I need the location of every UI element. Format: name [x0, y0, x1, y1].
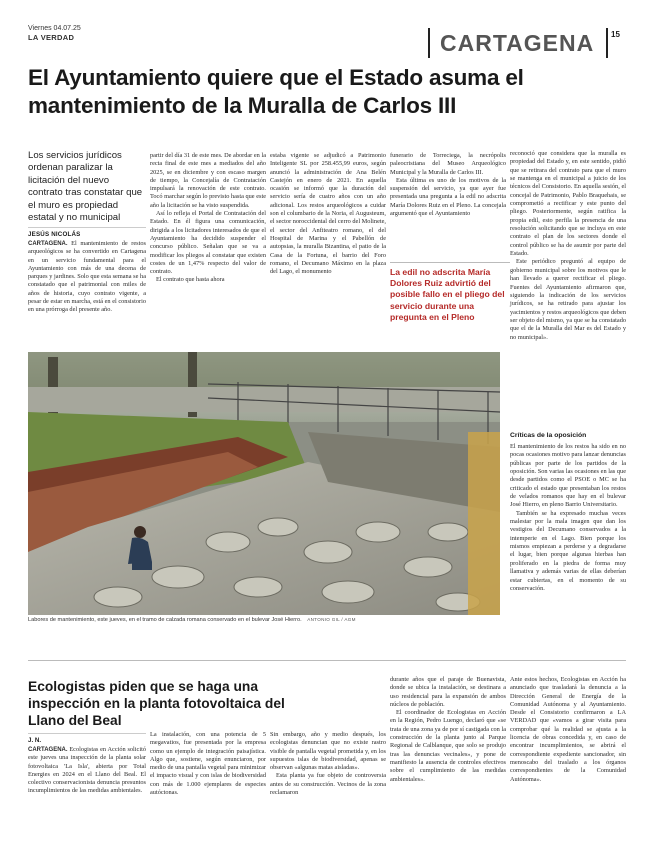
- issue-date: Viernes 04.07.25: [28, 25, 81, 32]
- section-tag: [428, 28, 608, 58]
- article-side-column: [510, 150, 626, 342]
- pull-quote: La edil no adscrita María Dolores Ruiz advirtió del posible fallo en el pliego del servicio durante una pregunta en el Pleno: [390, 262, 510, 323]
- second-article-column-5: [510, 676, 626, 784]
- paragraph: Este periódico preguntó al equipo de gobierno municipal sobre los motivos que le han llevado a querer rectificar el pliego. Fuentes del Ayuntamiento afirmaron que, siguiendo la indicación de los servicios jurídicos, se ha retirado para ajustar los yacimientos y restos arqueológicos que deben ser objeto del mismo, ya que se ha constatado que el de la Muralla del Mar es del Estado y no municipal».: [510, 258, 626, 341]
- paragraph: reconoció que considera que la muralla es propiedad del Estado y, en este sentido, pidió que se retirara del contrato para que el muro se mantenga en el municipal a juicio de los técnicos del Consistorio. En aquella sesión, el concejal de Patrimonio, Pablo Braquehais, se comprometió a rectificar y este punto del pliego. Posteriormente, según ratifica la propia edil, esto perfila la presencia de una resolución solicitando que se incluya en este contrato el plan de los sectores donde el control público se ha de asumir por parte del Estado.: [510, 150, 626, 258]
- article-column-2: [150, 152, 266, 285]
- byline: JESÚS NICOLÁS: [28, 227, 146, 238]
- page-number: 15: [611, 30, 620, 39]
- dateline: CARTAGENA.: [28, 241, 68, 247]
- article-divider: [28, 660, 626, 661]
- second-headline: Ecologistas piden que se haga una inspección en la planta fotovoltaica del Llano del Beal: [28, 679, 285, 728]
- paragraph: durante años que el paraje de Buenavista, donde se ubica la instalación, se destinara a uso residencial para la expansión de ambos núcleos de población.: [390, 676, 506, 708]
- dateline: CARTAGENA.: [28, 747, 68, 753]
- caption-text: Labores de mantenimiento, este jueves, en el tramo de calzada romana conservado en el bulevar José Hierro.: [28, 617, 302, 623]
- paragraph: [28, 240, 146, 315]
- article-side-column-2: [510, 443, 626, 593]
- paragraph: partir del día 31 de este mes. De abordar en la recta final de este mes a mediados del año 2025, se en diciembre y con escaso margen de tiempo, la Concejalía de Contratación impulsará la renovación de este contrato. Tocó marchar según lo previsto hasta que este año la licitación se ha visto suspendida.: [150, 152, 266, 209]
- paragraph: estaba vigente se adjudicó a Patrimonio Inteligente SL por 258.455,99 euros, según anunció la administración de Ana Belén Castejón en enero de 2021. En aquella ocasión se informó que la duración del servicio sería de cuatro años con un año adicional. Los restos arqueológicos a cuidar son el columbario de la Noria, el Augusteum, el sector noroccidental del cerro del Molinete, el sector del Anfiteatro romano, el del Hospital de Marina y el Pabellón de autopsias, la muralla Bizantina, el patio de la Casa de la Fortuna, el barrio del Foro romano, el Decumano Máximo en la plaza del Lago, el monumento: [270, 152, 386, 276]
- paragraph: [28, 746, 146, 796]
- paragraph: Así lo refleja el Portal de Contratación del Estado. En él figura una comunicación, dirigida a los licitadores interesados de que el Ayuntamiento ha decidido suspender el concurso público. Señalan que se va a modificar los pliegos al constatar que existen costes de un 1,47% respecto del valor de contrato.: [150, 210, 266, 276]
- paragraph: Ante estos hechos, Ecologistas en Acción ha anunciado que trasladará la denuncia a la Dirección General de Energía de la Comunidad Autónoma y al Ayuntamiento. Desde el Consistorio confirmaron a LA VERDAD que «vamos a girar visita para comprobar qué la realidad se ajusta a la licencia de obras concedida y, en caso de encontrar incumplimientos, se abrirá el correspondiente expediente sancionador, sin menoscabo del traslado a los órganos correspondientes de la Comunidad Autónoma».: [510, 676, 626, 783]
- paragraph: La instalación, con una potencia de 5 megavatios, fue presentada por la empresa como un ejemplo de integración paisajística. Algo que, sostiene, según enunciaron, por medio de una pantalla vegetal para minimizar el impacto visual y con islas de biodiversidad con más de 1.000 ejemplares de especies autóctonas.: [150, 731, 266, 797]
- second-byline: J. N.: [28, 733, 146, 744]
- paragraph-text: Ecologistas en Acción solicitó este jueves una inspección de la planta solar fotovoltaica 'La Isla', abierta por Total Energies en 2024 en el Llano del Beal. El colectivo conservacionista denuncia presuntos incumplimientos de las medidas ambientales.: [28, 746, 146, 795]
- second-article-column-3: [270, 731, 386, 797]
- article-column-3: [270, 152, 386, 276]
- paragraph: El contrato que hasta ahora: [156, 276, 225, 284]
- paragraph: Esta última es uno de los motivos de la suspensión del servicio, ya que ayer fue presentada una pregunta a la edil no adscrita María Dolores Ruiz en el Pleno. La concejala argumentó que el Ayuntamiento: [390, 176, 506, 218]
- newspaper-name: LA VERDAD: [28, 33, 75, 42]
- subheadline: Los servicios jurídicos ordenan paralizar la licitación del nuevo contrato tras constatar que el muro es propiedad estatal y no municipal: [28, 150, 143, 224]
- paragraph: El mantenimiento de los restos ha sido en no pocas ocasiones motivo para lanzar denuncias públicas por parte de los partidos de la oposición. Son varias las ocasiones en las que desde partidos como el PSOE o MC se ha criticado el estado que presentaban los restos de velados romanos que hay en el bulevar José Hierro, en pleno Barrio Universitario.: [510, 443, 626, 509]
- side-subheading: Críticas de la oposición: [510, 432, 587, 439]
- paragraph-text: El mantenimiento de restos arqueológicos se ha convertido en Cartagena en un servicio fundamental para el Ayuntamiento con más de una decena de parques y jardines. Solo que esta semana se ha constatado que el patrimonial con miles de años de historia, cuyo contrato vigente, a pesar de estar en marcha, está en el consistorio en una prórroga del presente año.: [28, 240, 146, 314]
- photo-credit: ANTONIO GIL / AGM: [307, 617, 356, 622]
- masthead: [28, 24, 81, 42]
- main-headline: El Ayuntamiento quiere que el Estado asuma el mantenimiento de la Muralla de Carlos III: [28, 65, 524, 118]
- paragraph: El coordinador de Ecologistas en Acción en la Región, Pedro Luengo, declaró que «se trata de una zona ya de por sí castigada con la construcción de la planta junto al Parque Regional de Calblanque, que solo se produjo tras las denuncias vecinales», y pone de manifiesto la ausencia de controles efectivos sobre el cumplimiento de las medidas ambientales».: [390, 709, 506, 783]
- article-column-4: [390, 152, 506, 218]
- second-article-column-4: [390, 676, 506, 784]
- section-name: CARTAGENA: [440, 30, 595, 56]
- second-article-column-2: [150, 731, 266, 797]
- paragraph: Sin embargo, año y medio después, los ecologistas denuncian que no existe rastro visible de pantalla vegetal prometida y, en los supuestos islas de biodiversidad, apenas se observan «algunas matas aisladas».: [270, 731, 386, 772]
- roman-road-photo-illustration: [28, 352, 500, 615]
- photo-caption: [28, 617, 500, 623]
- paragraph: También se ha expresado muchas veces malestar por la mala imagen que dan los vestigios del Decumano conservados a la intemperie en el Lago. Bien porque los mismos empiezan a perderse y a degradarse el lugar, bien porque algunas hierbas han proliferado en la piedra de forma muy llamativa y además varias de ellas deberían estar cubiertas, en el momento de su conservación.: [510, 509, 626, 592]
- article-column-1: [28, 240, 146, 315]
- article-photo: [28, 352, 500, 615]
- second-article-column-1: [28, 746, 146, 796]
- paragraph: Esta planta ya fue objeto de controversia antes de su construcción. Vecinos de la zona reclamaron: [270, 772, 386, 797]
- paragraph: funerario de Torreciega, la necrópolis paleocristiana del Museo Arqueológico Municipal y la Muralla de Carlos III.: [390, 152, 506, 176]
